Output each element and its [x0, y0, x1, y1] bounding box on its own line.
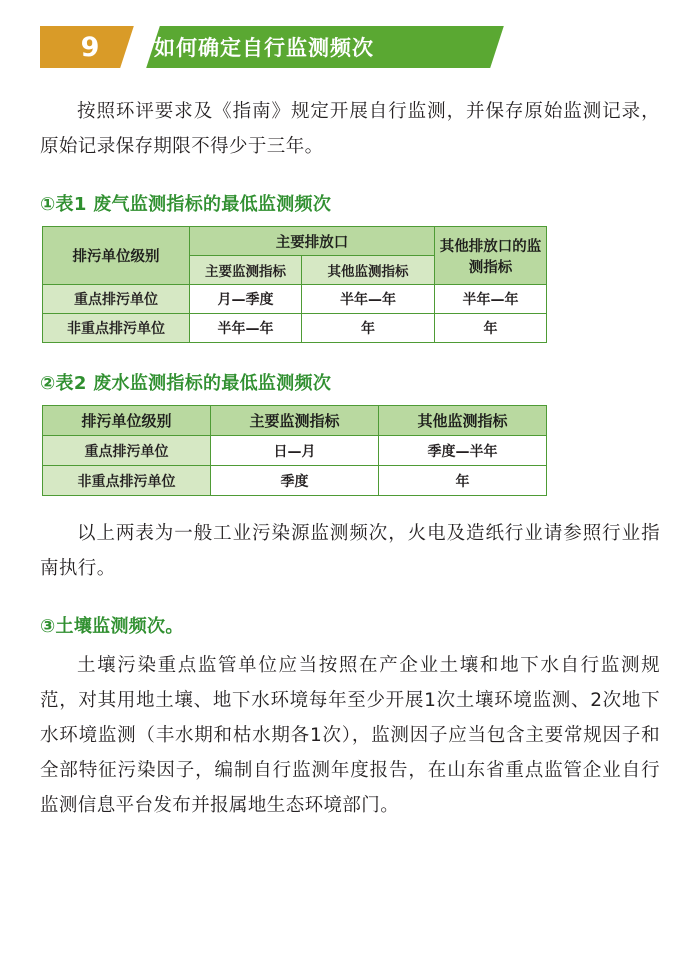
paragraph-1: 按照环评要求及《指南》规定开展自行监测，并保存原始监测记录，原始记录保存期限不得少于三年。 — [40, 101, 660, 157]
table1-row1-c3: 半年—年 — [435, 285, 547, 314]
table1-row2-c1: 半年—年 — [190, 314, 302, 343]
table1-row2-c3: 年 — [435, 314, 547, 343]
table-row — [43, 314, 547, 343]
table1-head-level: 排污单位级别 — [43, 227, 190, 285]
list-marker-1: ① — [40, 194, 56, 215]
paragraph-3: 土壤污染重点监管单位应当按照在产企业土壤和地下水自行监测规范，对其用地土壤、地下水环境每年至少开展1次土壤环境监测、2次地下水环境监测（丰水期和枯水期各1次），监测因子应当包含主要常规因子和全部特征污染因子，编制自行监测年度报告，在山东省重点监管企业自行监测信息平台发布并报属地生态环境部门。 — [40, 655, 660, 816]
table2-row2-c1: 季度 — [211, 466, 379, 496]
table1-row2-label: 非重点排污单位 — [43, 314, 190, 343]
subheading-table2 — [40, 369, 660, 395]
table1-head-main-indicator: 主要监测指标 — [190, 256, 302, 285]
table1-row1-c1: 月—季度 — [190, 285, 302, 314]
table-row — [43, 436, 547, 466]
subheading-soil — [40, 612, 660, 638]
table1-wrapper — [40, 226, 660, 343]
table1-row1-label: 重点排污单位 — [43, 285, 190, 314]
subheading-table1 — [40, 190, 660, 216]
table-row — [43, 466, 547, 496]
section-title: 如何确定自行监测频次 — [140, 26, 484, 68]
table2-head-level: 排污单位级别 — [43, 406, 211, 436]
table1-row1-c2: 半年—年 — [302, 285, 435, 314]
table2-row2-c2: 年 — [379, 466, 547, 496]
table2-head-main-indicator: 主要监测指标 — [211, 406, 379, 436]
table2-row1-label: 重点排污单位 — [43, 436, 211, 466]
subheading-table2-label: 表2 废水监测指标的最低监测频次 — [55, 373, 332, 394]
table-waste-water — [42, 405, 547, 496]
table1-row2-c2: 年 — [302, 314, 435, 343]
section-header-banner — [40, 26, 660, 68]
table1-head-other-indicator: 其他监测指标 — [302, 256, 435, 285]
table2-row1-c1: 日—月 — [211, 436, 379, 466]
table-row — [43, 227, 547, 256]
list-marker-3: ③ — [40, 616, 56, 637]
table1-head-main-outlet: 主要排放口 — [190, 227, 435, 256]
list-marker-2: ② — [40, 373, 56, 394]
table2-wrapper — [40, 405, 660, 496]
section-number: 9 — [40, 26, 140, 68]
subheading-table1-label: 表1 废气监测指标的最低监测频次 — [55, 194, 332, 215]
subheading-soil-label: 土壤监测频次。 — [55, 616, 184, 637]
table-row — [43, 406, 547, 436]
table-waste-gas — [42, 226, 547, 343]
table2-row1-c2: 季度—半年 — [379, 436, 547, 466]
paragraph-2: 以上两表为一般工业污染源监测频次，火电及造纸行业请参照行业指南执行。 — [40, 523, 660, 579]
table2-head-other-indicator: 其他监测指标 — [379, 406, 547, 436]
table2-row2-label: 非重点排污单位 — [43, 466, 211, 496]
table-row — [43, 285, 547, 314]
document-page — [0, 26, 700, 957]
table1-head-other-outlet: 其他排放口的监测指标 — [435, 227, 547, 285]
